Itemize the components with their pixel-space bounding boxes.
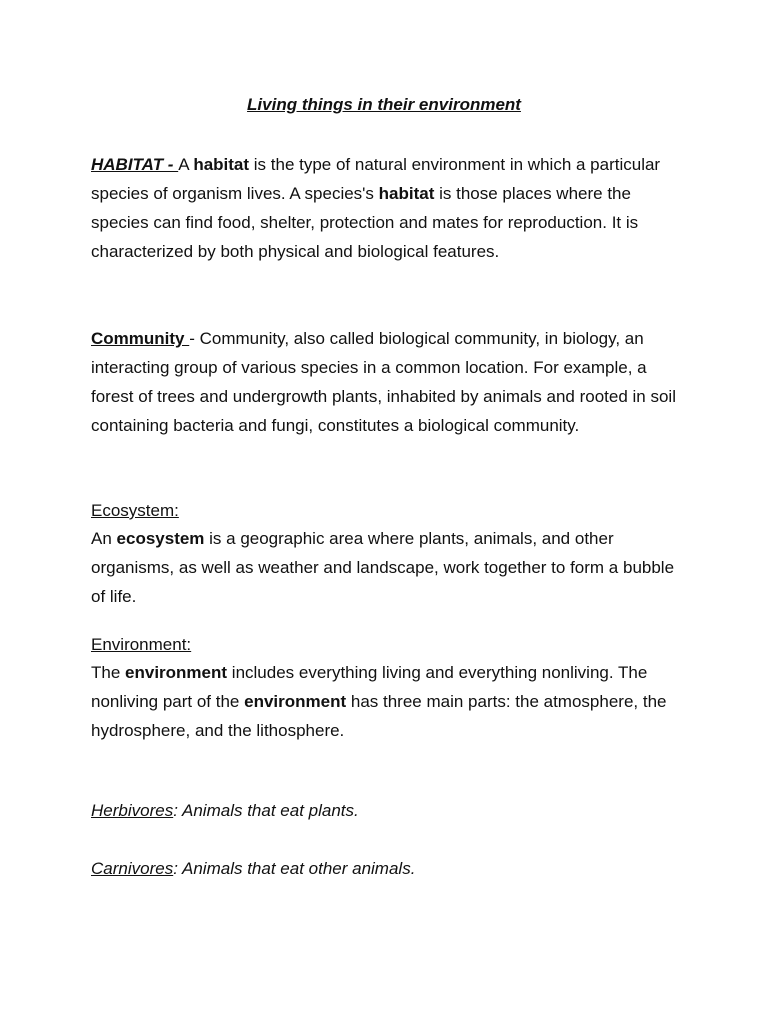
environment-text-2: includes everything living and everything nonliving. The nonliving part of the — [91, 663, 648, 711]
carnivores-paragraph — [91, 854, 683, 883]
habitat-bold-1: habitat — [193, 155, 250, 174]
habitat-paragraph — [91, 150, 683, 266]
ecosystem-text-2: is a geographic area where plants, animals, and other organisms, as well as weather and landscape, work together to form a bubble of life. — [91, 529, 675, 606]
community-paragraph — [91, 324, 683, 440]
herbivores-text: : Animals that eat plants. — [173, 801, 359, 820]
ecosystem-text-1: An — [91, 529, 117, 548]
carnivores-text: : Animals that eat other animals. — [173, 859, 416, 878]
community-heading: Community — [91, 329, 190, 348]
ecosystem-heading: Ecosystem: — [91, 501, 179, 520]
community-text: - Community, also called biological community, in biology, an interacting group of various species in a common location. For example, a forest of trees and undergrowth plants, inhabited by animals and rooted in soil containing bacteria and fungi, constitutes a biological community. — [91, 329, 676, 435]
environment-bold-2: environment — [244, 692, 347, 711]
habitat-text-1: A — [178, 155, 194, 174]
environment-text-1: The — [91, 663, 126, 682]
habitat-text-2: is the type of natural environment in which a particular species of organism lives. A species's — [91, 155, 661, 203]
habitat-heading: HABITAT - — [91, 155, 179, 174]
ecosystem-paragraph — [91, 498, 683, 611]
carnivores-heading: Carnivores — [91, 859, 174, 878]
environment-paragraph — [91, 632, 683, 745]
herbivores-paragraph — [91, 796, 683, 825]
habitat-bold-2: habitat — [378, 184, 435, 203]
habitat-text-3: is those places where the species can find food, shelter, protection and mates for reproduction. It is characterized by both physical and biological features. — [91, 184, 639, 261]
page-title: Living things in their environment — [247, 95, 521, 114]
environment-heading: Environment: — [91, 635, 192, 654]
ecosystem-bold-1: ecosystem — [116, 529, 205, 548]
environment-bold-1: environment — [125, 663, 228, 682]
environment-text-3: has three main parts: the atmosphere, the hydrosphere, and the lithosphere. — [91, 692, 667, 740]
herbivores-heading: Herbivores — [91, 801, 174, 820]
